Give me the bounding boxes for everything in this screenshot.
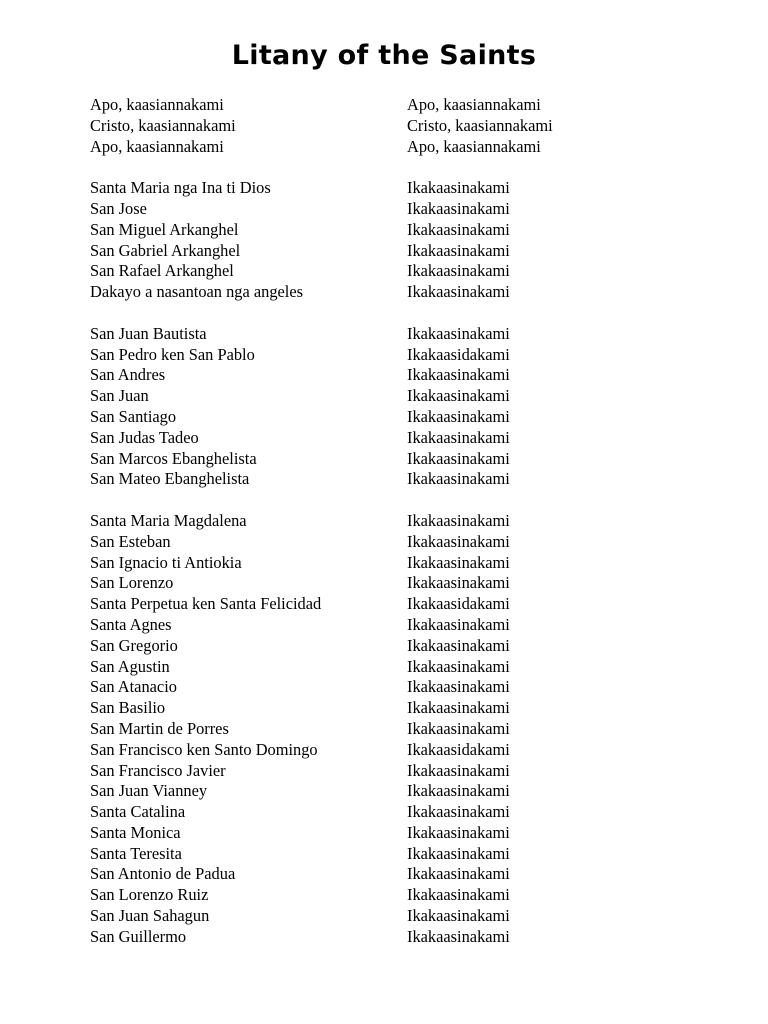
invocation-text: San Rafael Arkanghel [90, 261, 234, 281]
litany-row [90, 386, 690, 407]
invocation-text: Santa Maria Magdalena [90, 510, 247, 530]
invocation-text: San Francisco ken Santo Domingo [90, 739, 318, 759]
response-text: Ikakaasinakami [407, 261, 510, 281]
litany-row [90, 615, 690, 636]
invocation-text: San Marcos Ebanghelista [90, 448, 257, 468]
invocation-text: San Martin de Porres [90, 718, 229, 738]
response-text: Ikakaasinakami [407, 781, 510, 801]
response-text: Ikakaasinakami [407, 178, 510, 198]
response-text: Ikakaasinakami [407, 240, 510, 260]
response-text: Ikakaasinakami [407, 365, 510, 385]
response-text: Ikakaasinakami [407, 864, 510, 884]
invocation-text: Santa Agnes [90, 614, 172, 634]
litany-row [90, 137, 690, 158]
response-text: Ikakaasinakami [407, 531, 510, 551]
litany-row [90, 407, 690, 428]
response-text: Ikakaasinakami [407, 198, 510, 218]
litany-row [90, 95, 690, 116]
response-text: Ikakaasinakami [407, 573, 510, 593]
invocation-text: San Juan [90, 386, 149, 406]
response-text: Ikakaasidakami [407, 344, 510, 364]
response-text: Ikakaasidakami [407, 739, 510, 759]
response-text: Ikakaasinakami [407, 282, 510, 302]
invocation-text: San Francisco Javier [90, 760, 226, 780]
litany-row [90, 657, 690, 678]
response-text: Ikakaasinakami [407, 698, 510, 718]
response-text: Apo, kaasiannakami [407, 95, 541, 114]
invocation-text: Santa Teresita [90, 843, 182, 863]
litany-list [90, 95, 690, 968]
litany-row [90, 698, 690, 719]
invocation-text: San Juan Sahagun [90, 906, 210, 926]
invocation-text: San Antonio de Padua [90, 864, 236, 884]
invocation-text: San Esteban [90, 531, 171, 551]
litany-row [90, 116, 690, 137]
litany-row [90, 906, 690, 927]
response-text: Ikakaasinakami [407, 885, 510, 905]
response-text: Ikakaasinakami [407, 677, 510, 697]
invocation-text: San Mateo Ebanghelista [90, 469, 250, 489]
response-text: Ikakaasinakami [407, 219, 510, 239]
litany-row [90, 178, 690, 199]
invocation-text: San Ignacio ti Antiokia [90, 552, 242, 572]
litany-row [90, 594, 690, 615]
response-text: Ikakaasinakami [407, 448, 510, 468]
litany-row [90, 677, 690, 698]
litany-row [90, 241, 690, 262]
invocation-text: San Atanacio [90, 677, 177, 697]
response-text: Ikakaasinakami [407, 323, 510, 343]
litany-section [90, 511, 690, 948]
litany-row [90, 469, 690, 490]
invocation-text: Santa Maria nga Ina ti Dios [90, 178, 271, 198]
invocation-text: San Jose [90, 198, 147, 218]
page-title: Litany of the Saints [231, 40, 537, 71]
response-text: Ikakaasinakami [407, 906, 510, 926]
invocation-text: San Pedro ken San Pablo [90, 344, 255, 364]
response-text: Ikakaasinakami [407, 386, 510, 406]
invocation-text: San Juan Vianney [90, 781, 208, 801]
invocation-text: San Andres [90, 365, 166, 385]
litany-row [90, 802, 690, 823]
litany-row [90, 636, 690, 657]
response-text: Ikakaasinakami [407, 926, 510, 946]
litany-row [90, 282, 690, 303]
response-text: Cristo, kaasiannakami [407, 115, 553, 135]
invocation-text: San Lorenzo [90, 573, 174, 593]
litany-row [90, 823, 690, 844]
response-text: Ikakaasinakami [407, 822, 510, 842]
litany-row [90, 885, 690, 906]
litany-row [90, 345, 690, 366]
litany-row [90, 511, 690, 532]
litany-row [90, 740, 690, 761]
invocation-text: Apo, kaasiannakami [90, 95, 224, 114]
litany-section [90, 95, 690, 157]
response-text: Ikakaasinakami [407, 843, 510, 863]
response-text: Ikakaasidakami [407, 594, 510, 614]
litany-section [90, 178, 690, 303]
litany-row [90, 781, 690, 802]
response-text: Ikakaasinakami [407, 614, 510, 634]
invocation-text: San Gabriel Arkanghel [90, 240, 241, 260]
litany-row [90, 864, 690, 885]
litany-row [90, 573, 690, 594]
invocation-text: Apo, kaasiannakami [90, 136, 224, 156]
invocation-text: Cristo, kaasiannakami [90, 115, 236, 135]
invocation-text: San Guillermo [90, 926, 187, 946]
invocation-text: San Miguel Arkanghel [90, 219, 239, 239]
response-text: Ikakaasinakami [407, 760, 510, 780]
litany-section [90, 324, 690, 490]
invocation-text: San Agustin [90, 656, 170, 676]
response-text: Apo, kaasiannakami [407, 136, 541, 156]
invocation-text: San Gregorio [90, 635, 178, 655]
invocation-text: Santa Monica [90, 822, 181, 842]
litany-row [90, 449, 690, 470]
response-text: Ikakaasinakami [407, 469, 510, 489]
response-text: Ikakaasinakami [407, 510, 510, 530]
litany-row [90, 365, 690, 386]
litany-row [90, 532, 690, 553]
litany-row [90, 428, 690, 449]
response-text: Ikakaasinakami [407, 406, 510, 426]
litany-row [90, 553, 690, 574]
invocation-text: San Santiago [90, 406, 177, 426]
invocation-text: Dakayo a nasantoan nga angeles [90, 282, 303, 302]
invocation-text: San Lorenzo Ruiz [90, 885, 209, 905]
response-text: Ikakaasinakami [407, 427, 510, 447]
litany-row [90, 199, 690, 220]
litany-row [90, 220, 690, 241]
invocation-text: Santa Catalina [90, 802, 186, 822]
invocation-text: San Juan Bautista [90, 323, 207, 343]
response-text: Ikakaasinakami [407, 802, 510, 822]
litany-row [90, 324, 690, 345]
litany-row [90, 719, 690, 740]
litany-row [90, 761, 690, 782]
invocation-text: San Basilio [90, 698, 166, 718]
response-text: Ikakaasinakami [407, 552, 510, 572]
response-text: Ikakaasinakami [407, 635, 510, 655]
litany-row [90, 261, 690, 282]
litany-row [90, 844, 690, 865]
invocation-text: Santa Perpetua ken Santa Felicidad [90, 594, 322, 614]
response-text: Ikakaasinakami [407, 718, 510, 738]
litany-row [90, 927, 690, 948]
invocation-text: San Judas Tadeo [90, 427, 199, 447]
response-text: Ikakaasinakami [407, 656, 510, 676]
